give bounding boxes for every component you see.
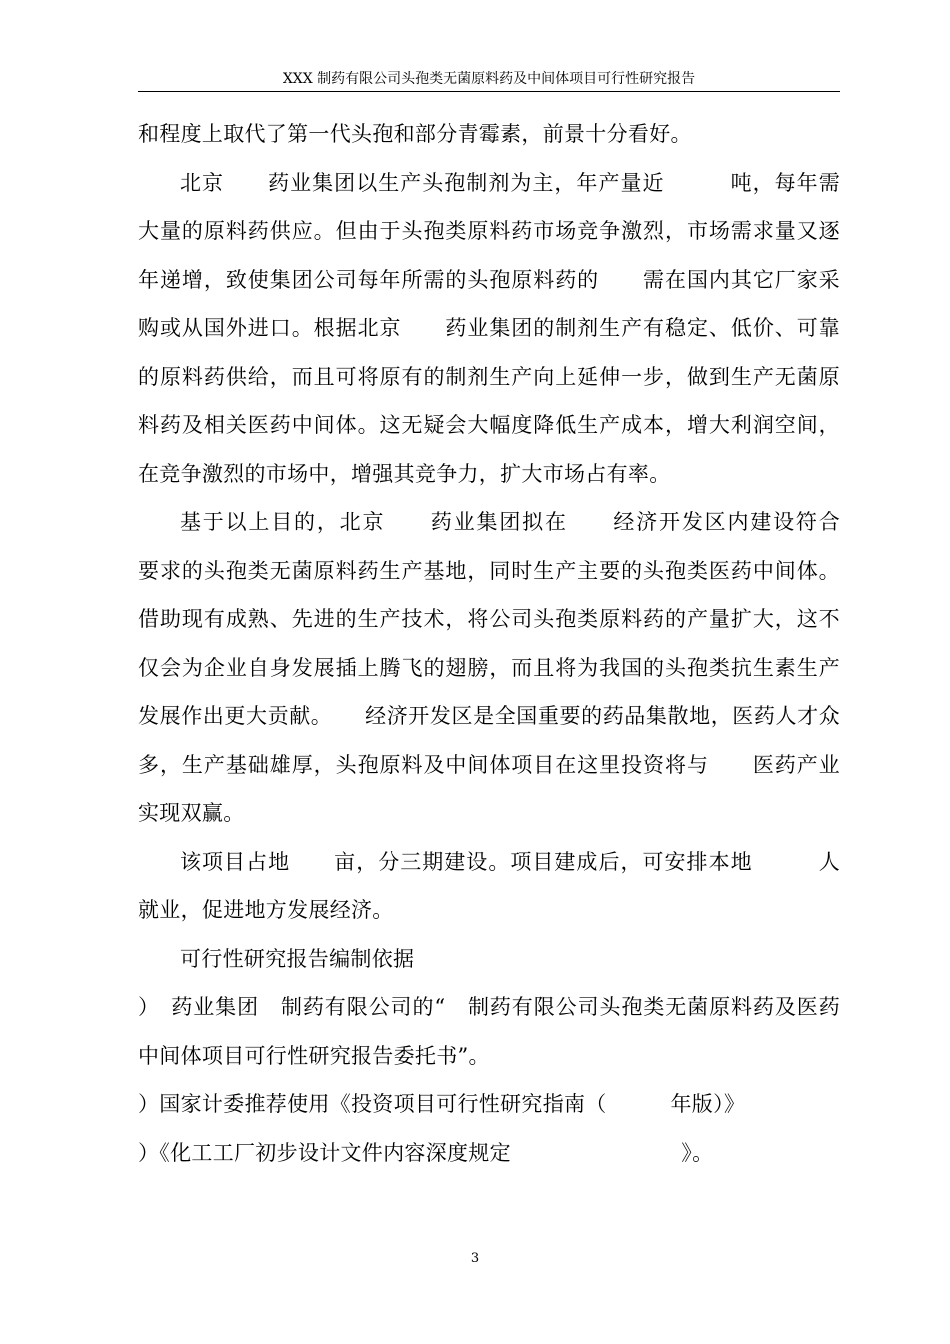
basis-item-1: ） 药业集团 制药有限公司的“ 制药有限公司头孢类无菌原料药及医药中间体项目可行性研究报告委托书”。 xyxy=(138,995,840,1068)
paragraph-land-area: 该项目占地 亩，分三期建设。项目建成后，可安排本地 人就业，促进地方发展经济。 xyxy=(138,849,840,922)
basis-item-2: ）国家计委推荐使用《投资项目可行性研究指南（ 年版）》 xyxy=(138,1092,746,1116)
section-heading-basis: 可行性研究报告编制依据 xyxy=(180,946,415,971)
basis-item-3: ）《化工工厂初步设计文件内容深度规定 》。 xyxy=(138,1140,714,1165)
document-body xyxy=(138,110,926,1177)
page-header: XXX 制药有限公司头孢类无菌原料药及中间体项目可行性研究报告 xyxy=(138,70,840,92)
paragraph-group-supply: 北京 药业集团以生产头孢制剂为主，年产量近 吨，每年需大量的原料药供应。但由于头孢类原料药市场竞争激烈，市场需求量又逐年递增，致使集团公司每年所需的头孢原料药的 需在国内其它厂家采购或从国外进口。根据北京 药业集团的制剂生产有稳定、低价、可靠的原料药供给，而且可将原有的制剂生产向上延伸一步，做到生产无菌原料药及相关医药中间体。这无疑会大幅度降低生产成本，增大利润空间，在竞争激烈的市场中，增强其竞争力，扩大市场占有率。 xyxy=(138,170,840,486)
paragraph-project-purpose: 基于以上目的，北京 药业集团拟在 经济开发区内建设符合 要求的头孢类无菌原料药生产基地，同时生产主要的头孢类医药中间体。借助现有成熟、先进的生产技术，将公司头孢类原料药的产量扩大，这不仅会为企业自身发展插上腾飞的翅膀，而且将为我国的头孢类抗生素生产发展作出更大贡献。 经济开发区是全国重要的药品集散地，医药人才众多，生产基础雄厚，头孢原料及中间体项目在这里投资将与 医药产业实现双赢。 xyxy=(138,510,926,825)
page-number: 3 xyxy=(470,1251,480,1266)
paragraph-continuation: 和程度上取代了第一代头孢和部分青霉素，前景十分看好。 xyxy=(138,122,692,146)
